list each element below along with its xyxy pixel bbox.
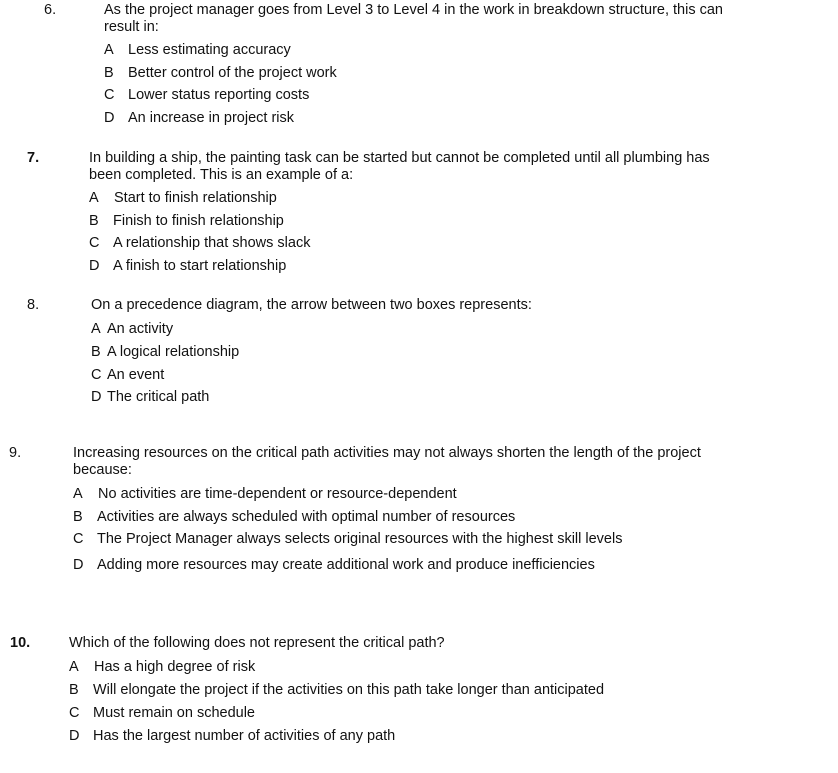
option-a: [104, 41, 291, 59]
option-text: An event: [107, 367, 165, 383]
option-text: Better control of the project work: [128, 65, 337, 81]
option-letter: D: [104, 110, 115, 126]
option-text: An increase in project risk: [128, 110, 295, 126]
option-letter: C: [89, 235, 100, 251]
option-d: [89, 257, 286, 275]
option-d: [69, 727, 395, 745]
question-number: 8.: [27, 297, 40, 313]
option-letter: A: [73, 486, 83, 502]
option-a: [69, 658, 255, 676]
option-c: [91, 366, 164, 384]
option-letter: D: [73, 557, 84, 573]
option-text: Will elongate the project if the activities on this path take longer than anticipated: [93, 682, 605, 698]
option-text: Has a high degree of risk: [94, 659, 256, 675]
option-letter: B: [91, 344, 101, 360]
question-number: 10.: [10, 635, 31, 651]
option-text: Start to finish relationship: [114, 190, 277, 206]
option-c: [69, 704, 255, 722]
option-letter: A: [104, 42, 114, 58]
option-text: A finish to start relationship: [113, 258, 287, 274]
question-stem: Which of the following does not represent the critical path?: [69, 635, 445, 651]
option-d: [104, 109, 294, 127]
option-letter: D: [89, 258, 100, 274]
question-stem: Increasing resources on the critical path activities may not always shorten the length of the project because:: [73, 445, 701, 478]
option-letter: C: [104, 87, 115, 103]
option-letter: B: [69, 682, 79, 698]
option-letter: B: [104, 65, 114, 81]
option-text: An activity: [107, 321, 174, 337]
option-c: [89, 234, 310, 252]
option-a: [73, 485, 457, 503]
option-text: Lower status reporting costs: [128, 87, 310, 103]
option-letter: D: [69, 728, 80, 744]
option-letter: A: [69, 659, 79, 675]
option-a: [91, 320, 173, 338]
option-a: [89, 189, 277, 207]
option-letter: C: [73, 531, 84, 547]
option-b: [89, 212, 284, 230]
option-letter: B: [73, 509, 83, 525]
question-number: 7.: [27, 150, 40, 166]
option-b: [73, 508, 515, 526]
option-b: [91, 343, 239, 361]
option-d: [73, 556, 595, 574]
question-stem: On a precedence diagram, the arrow between two boxes represents:: [91, 297, 532, 313]
option-c: [73, 530, 622, 548]
option-text: Finish to finish relationship: [113, 213, 284, 229]
option-c: [104, 86, 309, 104]
option-text: A logical relationship: [107, 344, 240, 360]
option-b: [69, 681, 604, 699]
option-text: A relationship that shows slack: [113, 235, 311, 251]
option-d: [91, 388, 209, 406]
option-text: Activities are always scheduled with optimal number of resources: [97, 509, 516, 525]
option-letter: C: [69, 705, 80, 721]
option-text: Must remain on schedule: [93, 705, 255, 721]
option-text: The critical path: [107, 389, 210, 405]
option-text: Adding more resources may create additional work and produce inefficiencies: [97, 557, 595, 573]
question-stem: In building a ship, the painting task can be started but cannot be completed until all plumbing has been completed. This is an example of a:: [89, 150, 710, 183]
option-b: [104, 64, 337, 82]
option-text: Less estimating accuracy: [128, 42, 291, 58]
question-number: 6.: [44, 2, 57, 18]
option-text: Has the largest number of activities of any path: [93, 728, 396, 744]
option-letter: A: [89, 190, 99, 206]
option-text: The Project Manager always selects original resources with the highest skill levels: [97, 531, 623, 547]
option-letter: D: [91, 389, 102, 405]
question-number: 9.: [9, 445, 22, 461]
option-letter: A: [91, 321, 101, 337]
option-letter: B: [89, 213, 99, 229]
question-stem: As the project manager goes from Level 3 to Level 4 in the work in breakdown structure, this can result in:: [104, 2, 723, 35]
option-letter: C: [91, 367, 102, 383]
option-text: No activities are time-dependent or resource-dependent: [98, 486, 457, 502]
